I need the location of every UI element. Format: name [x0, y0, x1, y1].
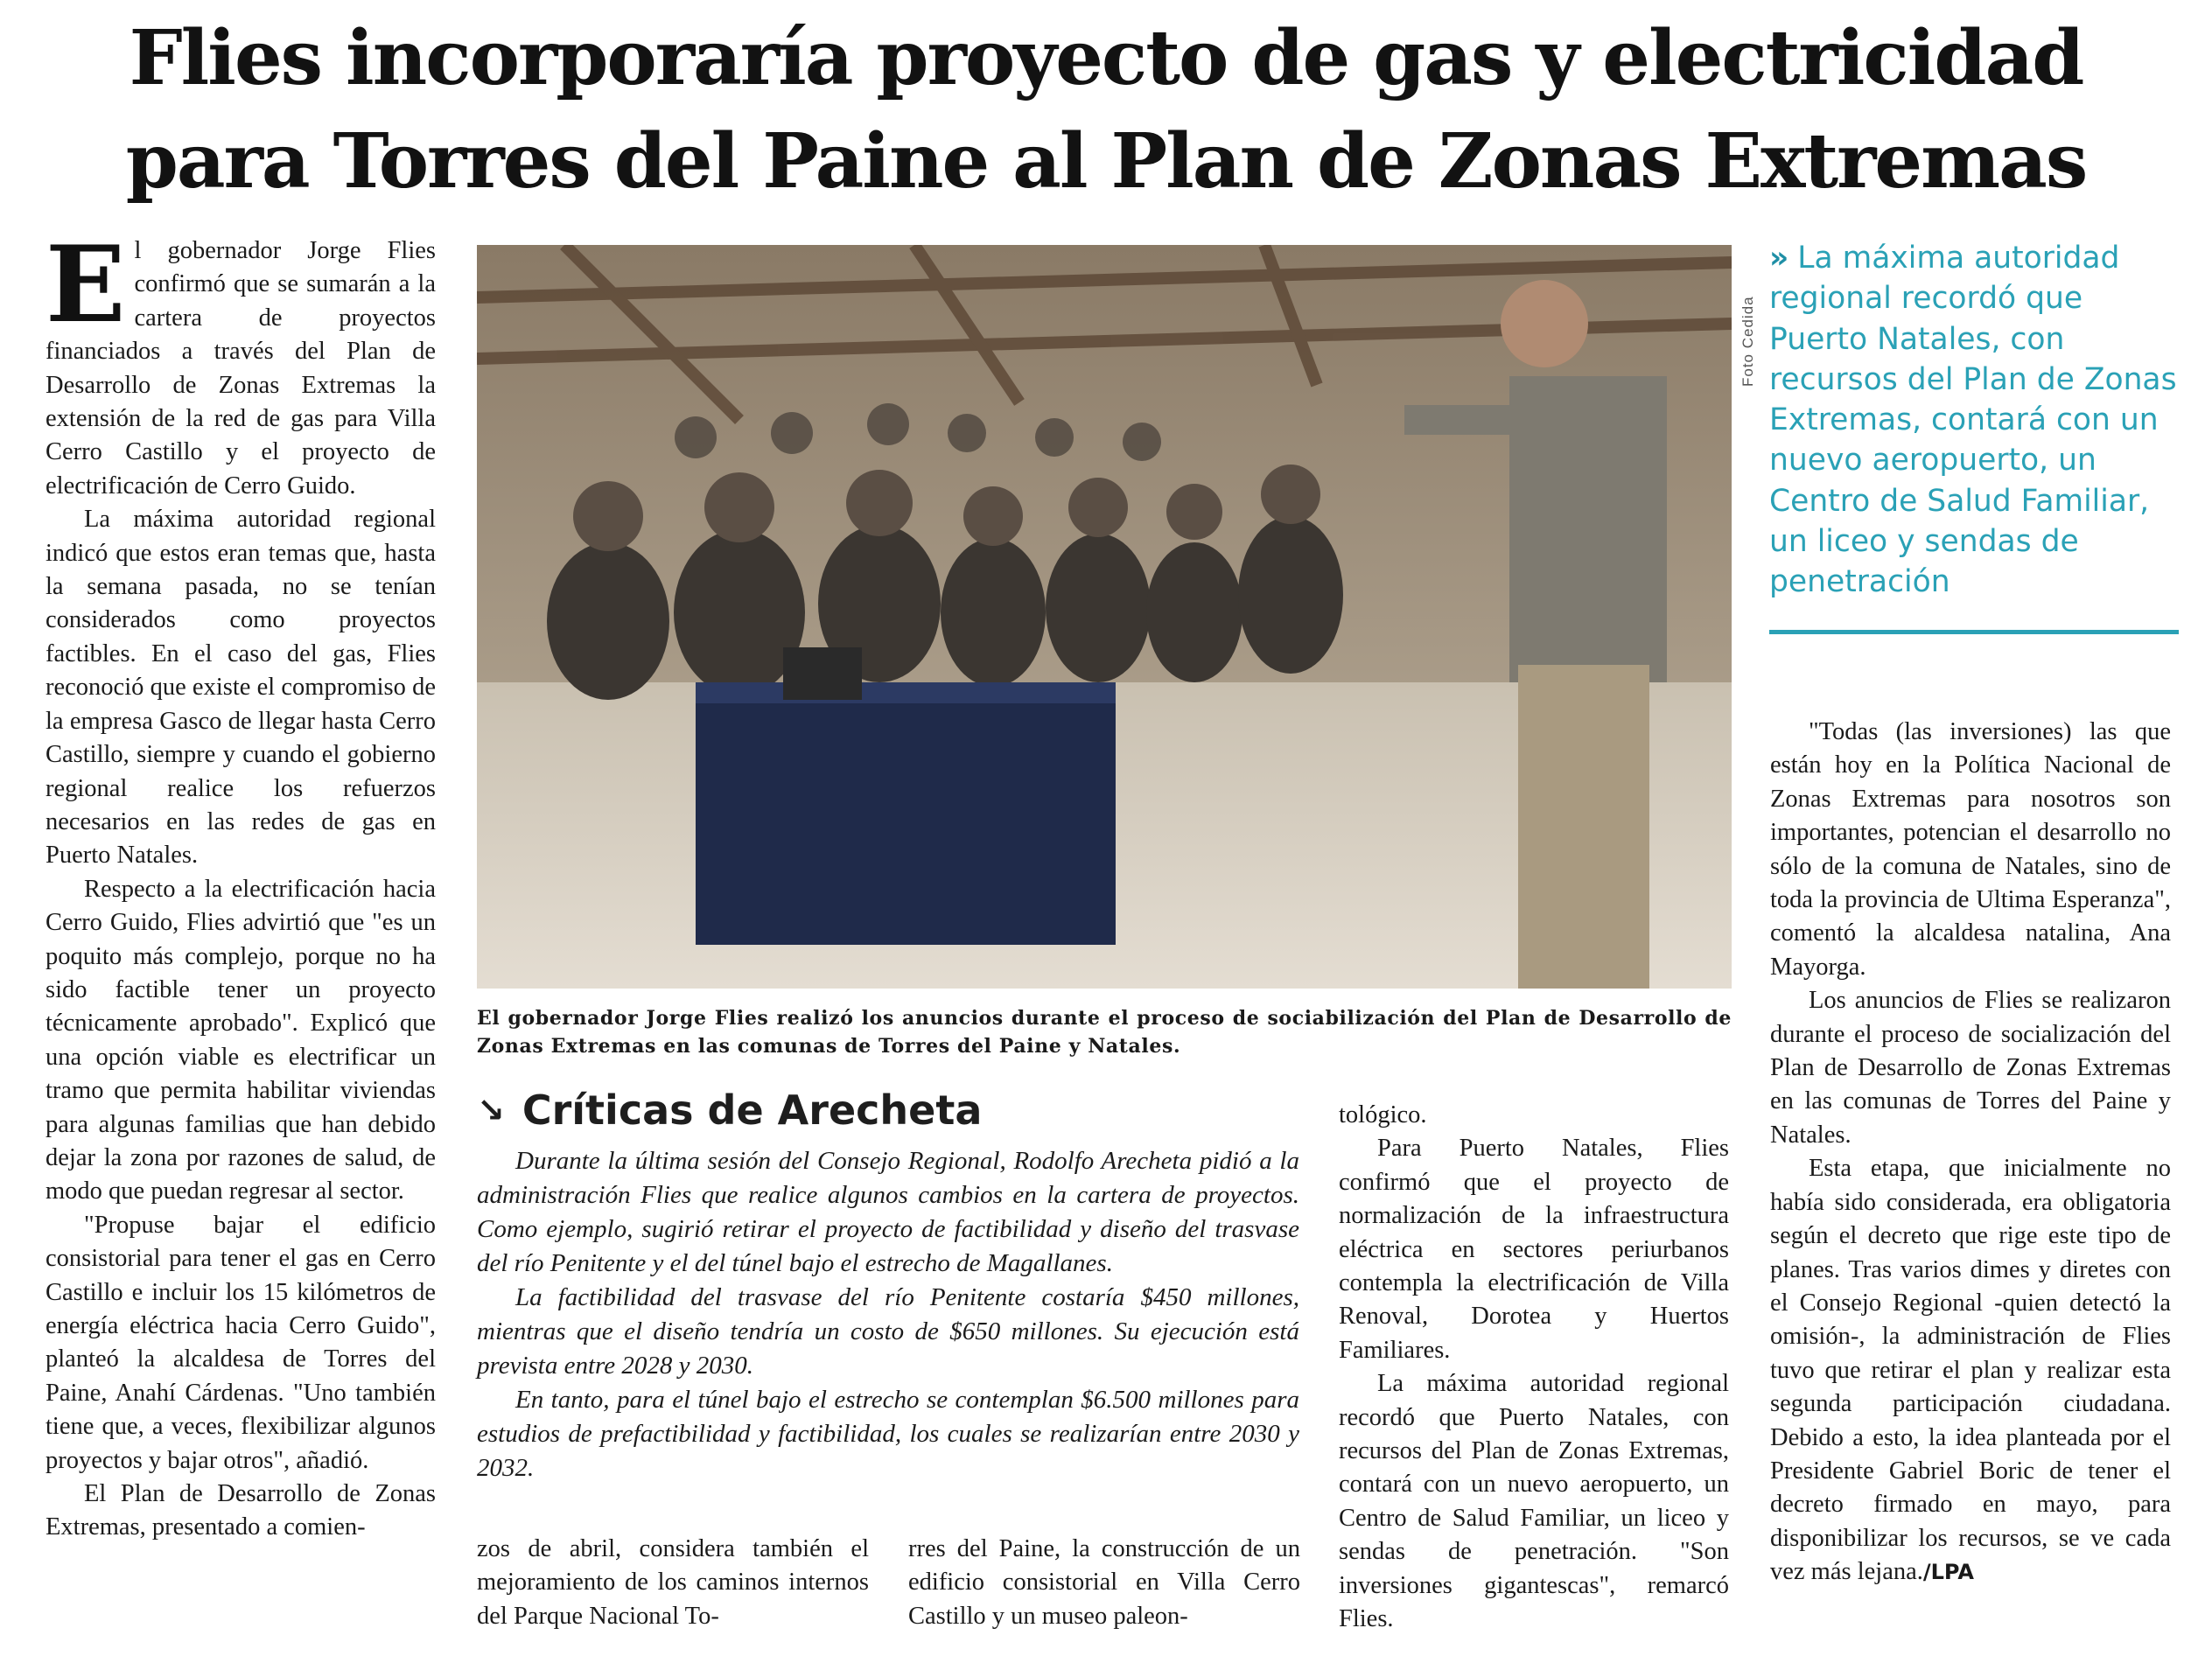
article-paragraph: El Plan de Desarrollo de Zonas Extremas, presentado a comien-: [46, 1480, 436, 1541]
photo-illustration: [477, 245, 1732, 989]
photo-credit: Foto Cedida: [1740, 296, 1756, 387]
article-paragraph: rres del Paine, la construcción de un edificio consistorial en Villa Cerro Castillo y un museo paleon-: [908, 1535, 1300, 1630]
chevron-right-icon: »: [1769, 241, 1789, 276]
headline-line-1: Flies incorporaría proyecto de gas y electricidad: [129, 14, 2083, 102]
sidebar-box: [477, 1144, 1299, 1485]
article-paragraph: [1770, 1152, 2171, 1589]
pull-quote: [1769, 238, 2179, 603]
article-column-3: [908, 1533, 1300, 1633]
article-column-4: [1339, 1099, 1729, 1637]
sidebar-title: [477, 1085, 1299, 1135]
headline: [0, 7, 2212, 213]
article-paragraph: Respecto a la electrificación hacia Cerro Guido, Flies advirtió que "es un poquito más complejo, porque no ha sido factible tener un proyecto técnicamente aprobado". Explicó que una opción viable es electrificar un tramo que permita habilitar viviendas para algunas familias que han debido dejar la zona por razones de salud, de modo que puedan regresar al sector.: [46, 875, 436, 1205]
article-column-2: [477, 1533, 869, 1633]
news-photo: [477, 245, 1732, 989]
sidebar-paragraph: La factibilidad del trasvase del río Penitente costaría $450 millones, mientras que el diseño tendría un costo de $650 millones. Su ejecución está prevista entre 2028 y 2030.: [477, 1283, 1299, 1380]
article-paragraph: Para Puerto Natales, Flies confirmó que el proyecto de normalización de la infraestructura eléctrica en sectores periurbanos contempla la electrificación de Villa Renoval, Dorotea y Huertos Familiares.: [1339, 1135, 1729, 1364]
article-paragraph: La máxima autoridad regional recordó que Puerto Natales, con recursos del Plan de Zonas Extremas, contará con un nuevo aeropuerto, un Centro de Salud Familiar, un liceo y sendas de penetración. "Son inversiones gigantescas", remarcó Flies.: [1339, 1370, 1729, 1633]
pull-quote-text: La máxima autoridad regional recordó que Puerto Natales, con recursos del Plan de Zonas Extremas, contará con un nuevo aeropuerto, un Centro de Salud Familiar, un liceo y sendas de penetración: [1769, 241, 2177, 600]
paragraph-text: Esta etapa, que inicialmente no había sido considerada, era obligatoria según el decreto que rige este tipo de planes. Tras varios dimes y diretes con el Consejo Regional -quien detectó la omisión-, la administración de Flies tuvo que retirar el plan y realizar esta segunda participación ciudadana. Debido a esto, la idea planteada por el Presidente Gabriel Boric de tener el decreto firmado en mayo, para disponibilizar los recursos, se ve cada vez más lejana.: [1770, 1155, 2171, 1586]
article-paragraph: tológico.: [1339, 1101, 1427, 1128]
dropcap: E: [46, 223, 126, 346]
article-paragraph: La máxima autoridad regional indicó que estos eran temas que, hasta la semana pasada, no se tenían considerados como proyectos factibles. En el caso del gas, Flies reconoció que existe el compromiso de la empresa Gasco de llegar hasta Cerro Castillo, siempre y cuando el gobierno regional realice los refuerzos necesarios en las redes de gas en Puerto Natales.: [46, 506, 436, 870]
arrow-down-right-icon: ↘: [477, 1091, 505, 1129]
article-column-5: [1770, 716, 2171, 1590]
article-column-1: [46, 223, 436, 1545]
author-signature: /LPA: [1922, 1560, 1974, 1585]
sidebar-title-text: Críticas de Arecheta: [522, 1087, 983, 1134]
sidebar-paragraph: Durante la última sesión del Consejo Regional, Rodolfo Arecheta pidió a la administración Flies que realice algunos cambios en la cartera de proyectos. Como ejemplo, sugirió retirar el proyecto de factibilidad y diseño del trasvase del río Penitente y el del túnel bajo el estrecho de Magallanes.: [477, 1147, 1299, 1277]
headline-line-2: para Torres del Paine al Plan de Zonas Extremas: [125, 117, 2087, 206]
article-lead-paragraph: [46, 223, 436, 503]
article-paragraph: "Propuse bajar el edificio consistorial para tener el gas en Cerro Castillo e incluir los 15 kilómetros de energía eléctrica hacia Cerro Guido", planteó la alcaldesa de Torres del Paine, Anahí Cárdenas. "Uno también tiene que, a veces, flexibilizar algunos proyectos y bajar otros", añadió.: [46, 1211, 436, 1474]
article-paragraph: "Todas (las inversiones) las que están hoy en la Política Nacional de Zonas Extremas para nosotros son importantes, potencian el desarrollo no sólo de la comuna de Natales, sino de toda la provincia de Ultima Esperanza", comentó la alcaldesa natalina, Ana Mayorga.: [1770, 718, 2171, 981]
sidebar-paragraph: En tanto, para el túnel bajo el estrecho se contemplan $6.500 millones para estudios de prefactibilidad y factibilidad, los cuales se realizarían entre 2030 y 2032.: [477, 1386, 1299, 1482]
photo-caption: El gobernador Jorge Flies realizó los anuncios durante el proceso de sociabilización del Plan de Desarrollo de Zonas Extremas en las comunas de Torres del Paine y Natales.: [477, 1007, 1732, 1058]
article-paragraph: Los anuncios de Flies se realizaron durante el proceso de socialización del Plan de Desarrollo de Zonas Extremas en las comunas de Torres del Paine y Natales.: [1770, 987, 2171, 1149]
paragraph-text: l gobernador Jorge Flies confirmó que se sumarán a la cartera de proyectos financiados a través del Plan de Desarrollo de Zonas Extremas la extensión de la red de gas para Villa Cerro Castillo y el proyecto de electrificación de Cerro Guido.: [46, 237, 436, 500]
pull-quote-divider: [1769, 630, 2179, 634]
article-paragraph: zos de abril, considera también el mejoramiento de los caminos internos del Parque Nacional To-: [477, 1535, 869, 1630]
